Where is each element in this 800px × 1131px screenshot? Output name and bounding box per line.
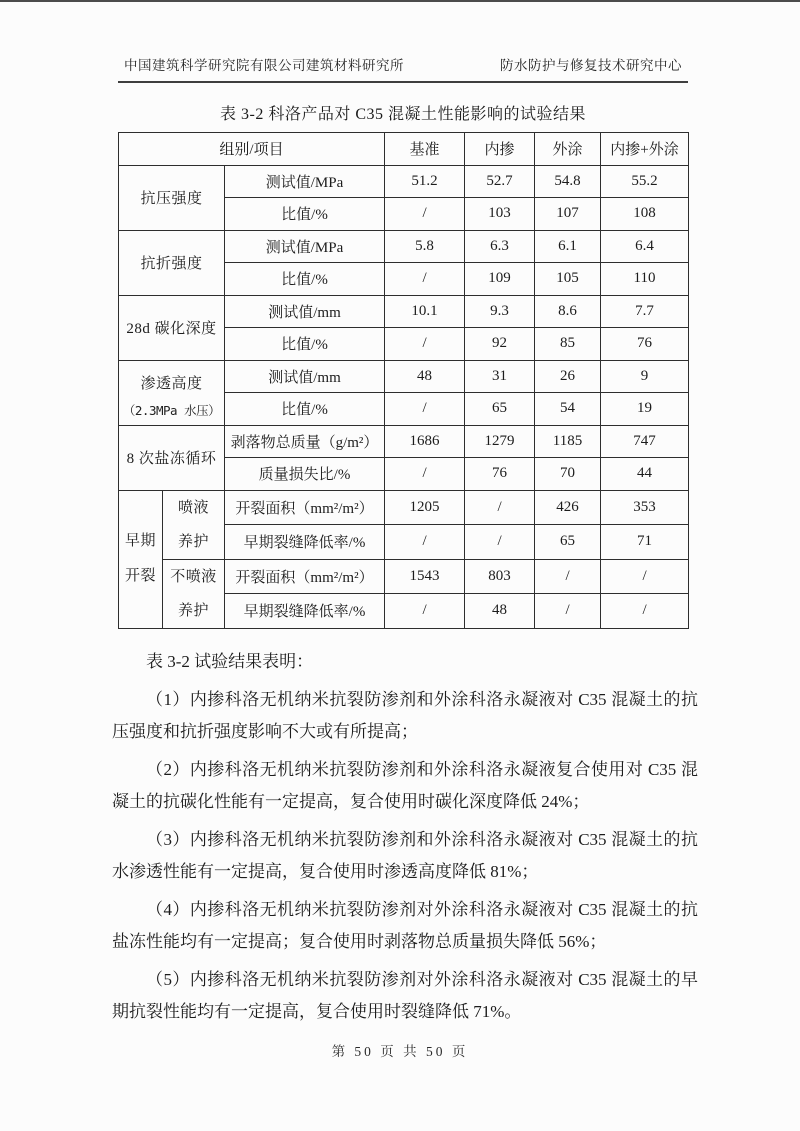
paragraph-item-3: （3）内掺科洛无机纳米抗裂防渗剂和外涂科洛永凝液对 C35 混凝土的抗水渗透性能有一定提高，复合使用时渗透高度降低 81%； <box>112 830 698 881</box>
value-cell: 48 <box>385 360 465 393</box>
table-header-row <box>119 133 689 166</box>
metric-label-cell: 测试值/MPa <box>225 165 385 198</box>
value-cell: 31 <box>465 360 535 393</box>
value-cell: 110 <box>601 263 689 296</box>
value-cell: 1185 <box>535 425 601 458</box>
value-cell: 9.3 <box>465 295 535 328</box>
table-row <box>119 230 689 263</box>
value-cell: / <box>601 559 689 594</box>
metric-label-cell: 开裂面积（mm²/m²） <box>225 559 385 594</box>
value-cell: / <box>535 559 601 594</box>
value-cell: 70 <box>535 458 601 491</box>
category-cell <box>119 360 225 425</box>
value-cell: 44 <box>601 458 689 491</box>
value-cell: / <box>385 198 465 231</box>
paragraph-item-5: （5）内掺科洛无机纳米抗裂防渗剂对外涂科洛永凝液对 C35 混凝土的早期抗裂性能均有一定提高，复合使用时裂缝降低 71%。 <box>112 970 698 1021</box>
body-text <box>112 646 698 1034</box>
metric-label-cell: 剥落物总质量（g/m²） <box>225 425 385 458</box>
value-cell: 9 <box>601 360 689 393</box>
subcategory-cell <box>163 490 225 559</box>
header-cell: 组别/项目 <box>119 133 385 166</box>
paragraph-item-2: （2）内掺科洛无机纳米抗裂防渗剂和外涂科洛永凝液复合使用对 C35 混凝土的抗碳化性能有一定提高，复合使用时碳化深度降低 24%； <box>112 760 698 811</box>
value-cell: 52.7 <box>465 165 535 198</box>
value-cell: 76 <box>601 328 689 361</box>
subcategory-label: 喷液 <box>177 499 209 516</box>
metric-label-cell: 早期裂缝降低率/% <box>225 594 385 629</box>
category-label: 早期 <box>124 533 156 549</box>
results-table <box>118 132 689 629</box>
value-cell: / <box>535 594 601 629</box>
table-row <box>119 559 689 594</box>
paragraph-intro: 表 3-2 试验结果表明： <box>146 652 314 671</box>
value-cell: 76 <box>465 458 535 491</box>
header-cell: 内掺+外涂 <box>601 133 689 166</box>
value-cell: 65 <box>535 525 601 560</box>
category-label: 开裂 <box>124 568 156 584</box>
value-cell: 1686 <box>385 425 465 458</box>
value-cell: 803 <box>465 559 535 594</box>
metric-label-cell: 比值/% <box>225 198 385 231</box>
value-cell: 92 <box>465 328 535 361</box>
header-left-text: 中国建筑科学研究院有限公司建筑材料研究所 <box>124 58 404 73</box>
subcategory-label: 养护 <box>177 602 209 619</box>
value-cell: 51.2 <box>385 165 465 198</box>
table-title: 表 3-2 科洛产品对 C35 混凝土性能影响的试验结果 <box>219 106 586 123</box>
value-cell: 19 <box>601 393 689 426</box>
paragraph-item-1: （1）内掺科洛无机纳米抗裂防渗剂和外涂科洛永凝液对 C35 混凝土的抗压强度和抗折强度影响不大或有所提高； <box>112 690 698 741</box>
category-note: （2.3MPa 水压） <box>122 402 221 418</box>
subcategory-label: 不喷液 <box>170 568 217 585</box>
table-row <box>119 425 689 458</box>
value-cell: 1205 <box>385 490 465 525</box>
metric-label-cell: 比值/% <box>225 263 385 296</box>
table-row <box>119 165 689 198</box>
metric-label-cell: 测试值/MPa <box>225 230 385 263</box>
category-cell: 抗压强度 <box>119 165 225 230</box>
value-cell: 6.4 <box>601 230 689 263</box>
metric-label-cell: 质量损失比/% <box>225 458 385 491</box>
value-cell: / <box>385 328 465 361</box>
value-cell: 48 <box>465 594 535 629</box>
value-cell: 71 <box>601 525 689 560</box>
value-cell: 26 <box>535 360 601 393</box>
value-cell: / <box>385 594 465 629</box>
value-cell: / <box>465 490 535 525</box>
subcategory-label: 养护 <box>177 533 209 550</box>
category-cell: 28d 碳化深度 <box>119 295 225 360</box>
value-cell: 105 <box>535 263 601 296</box>
metric-label-cell: 比值/% <box>225 393 385 426</box>
value-cell: 353 <box>601 490 689 525</box>
value-cell: 85 <box>535 328 601 361</box>
value-cell: / <box>601 594 689 629</box>
header-right-text: 防水防护与修复技术研究中心 <box>500 58 682 73</box>
value-cell: 107 <box>535 198 601 231</box>
category-cell: 8 次盐冻循环 <box>119 425 225 490</box>
metric-label-cell: 比值/% <box>225 328 385 361</box>
table-row <box>119 490 689 525</box>
header-cell: 外涂 <box>535 133 601 166</box>
category-label: 渗透高度 <box>140 375 203 392</box>
value-cell: / <box>385 393 465 426</box>
value-cell: 65 <box>465 393 535 426</box>
value-cell: 1543 <box>385 559 465 594</box>
value-cell: 5.8 <box>385 230 465 263</box>
value-cell: / <box>465 525 535 560</box>
paragraph-item-4: （4）内掺科洛无机纳米抗裂防渗剂对外涂科洛永凝液对 C35 混凝土的抗盐冻性能均有一定提高；复合使用时剥落物总质量损失降低 56%； <box>112 900 698 951</box>
table-row <box>119 295 689 328</box>
header-cell: 基准 <box>385 133 465 166</box>
subcategory-cell <box>163 559 225 628</box>
value-cell: 108 <box>601 198 689 231</box>
scan-edge-artifact <box>0 0 800 2</box>
value-cell: 109 <box>465 263 535 296</box>
metric-label-cell: 开裂面积（mm²/m²） <box>225 490 385 525</box>
header-cell: 内掺 <box>465 133 535 166</box>
value-cell: / <box>385 263 465 296</box>
metric-label-cell: 测试值/mm <box>225 295 385 328</box>
value-cell: 7.7 <box>601 295 689 328</box>
value-cell: 54 <box>535 393 601 426</box>
metric-label-cell: 测试值/mm <box>225 360 385 393</box>
table-row <box>119 360 689 393</box>
value-cell: 6.1 <box>535 230 601 263</box>
value-cell: 6.3 <box>465 230 535 263</box>
category-cell: 抗折强度 <box>119 230 225 295</box>
page-header <box>118 54 688 83</box>
value-cell: 747 <box>601 425 689 458</box>
value-cell: / <box>385 458 465 491</box>
page-number: 第 50 页 共 50 页 <box>331 1044 469 1059</box>
value-cell: 10.1 <box>385 295 465 328</box>
value-cell: 103 <box>465 198 535 231</box>
value-cell: 8.6 <box>535 295 601 328</box>
value-cell: 1279 <box>465 425 535 458</box>
value-cell: 54.8 <box>535 165 601 198</box>
category-cell <box>119 490 163 628</box>
metric-label-cell: 早期裂缝降低率/% <box>225 525 385 560</box>
value-cell: 426 <box>535 490 601 525</box>
value-cell: / <box>385 525 465 560</box>
value-cell: 55.2 <box>601 165 689 198</box>
